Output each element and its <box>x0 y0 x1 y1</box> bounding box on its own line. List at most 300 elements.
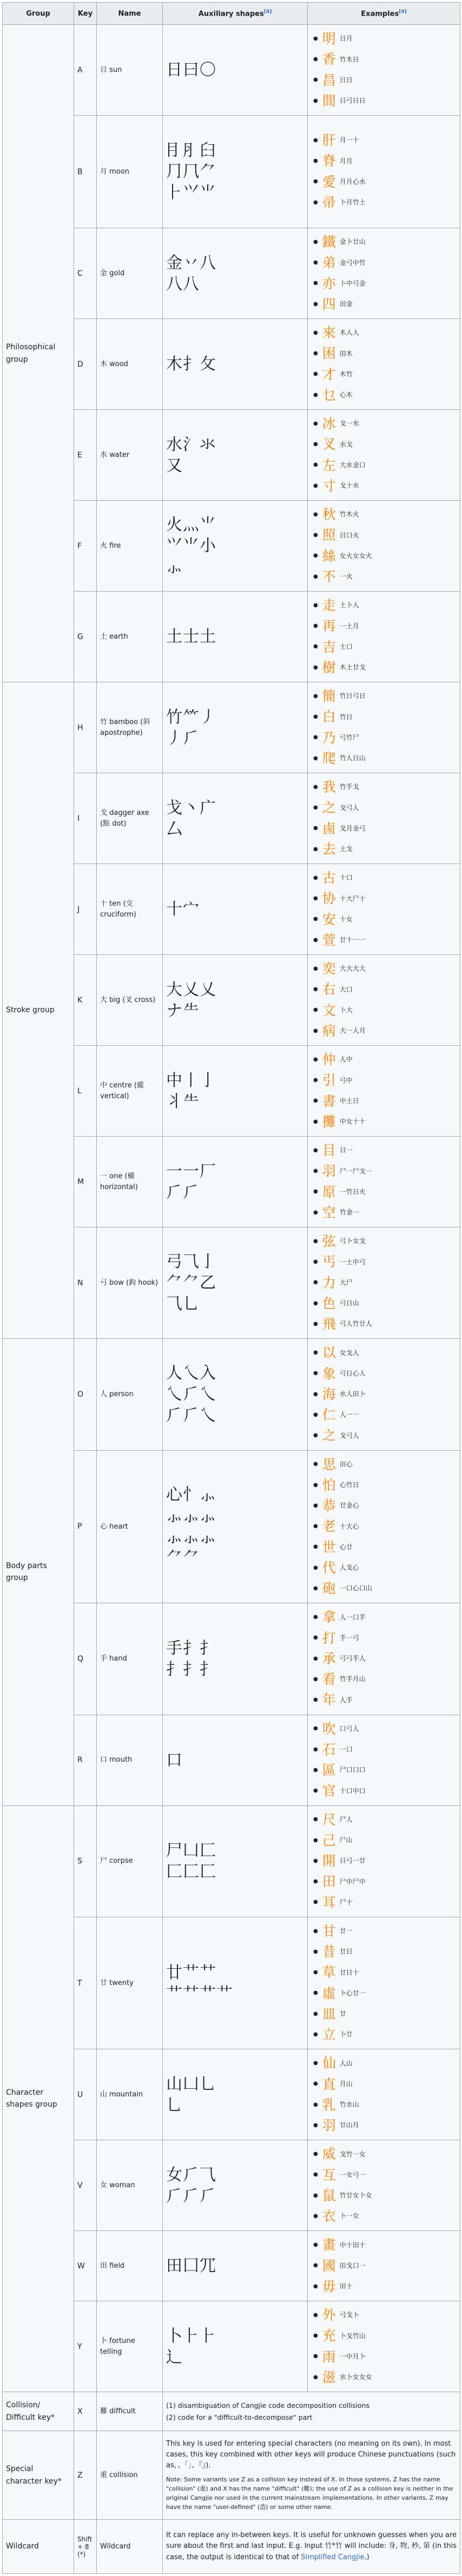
list-item <box>313 131 457 150</box>
shape-line: 山凵⺃ <box>166 2074 216 2094</box>
list-item <box>313 1385 457 1404</box>
table-row <box>3 1805 460 1917</box>
example-char[interactable]: 愛 <box>322 174 336 190</box>
example-char[interactable]: 田 <box>322 1874 336 1890</box>
name-cell: 木 wood <box>97 319 163 410</box>
example-code: 木土廿戈 <box>339 663 366 672</box>
bullet-icon: ● <box>313 1857 318 1864</box>
example-code: 心木 <box>339 391 353 399</box>
bullet-icon: ● <box>313 1676 318 1682</box>
example-char[interactable]: 絲 <box>322 548 336 564</box>
example-char[interactable]: 叉 <box>322 436 336 453</box>
bullet-icon: ● <box>313 1969 318 1976</box>
example-char[interactable]: 脊 <box>322 153 336 169</box>
name-cell: 廿 twenty <box>97 1917 163 2049</box>
table-row <box>3 682 460 773</box>
example-char[interactable]: 原 <box>322 1184 336 1200</box>
key-cell: U <box>74 2049 97 2140</box>
example-char[interactable]: 雨 <box>322 2348 336 2365</box>
example-char[interactable]: 承 <box>322 1650 336 1667</box>
group-cell: Wildcard <box>3 2520 74 2574</box>
bullet-icon: ● <box>313 391 318 398</box>
example-char[interactable]: 力 <box>322 1274 336 1291</box>
shape-line: ナ⺧ <box>166 1001 200 1020</box>
list-item <box>313 798 457 818</box>
example-char[interactable]: 去 <box>322 841 336 857</box>
example-char[interactable]: 外 <box>322 2307 336 2323</box>
examples-cell <box>308 592 460 682</box>
example-char[interactable]: 明 <box>322 31 336 47</box>
examples-cell <box>308 410 460 501</box>
example-char[interactable]: 草 <box>322 1964 336 1981</box>
name-header: Name <box>97 3 163 25</box>
example-code: 廿十一一 <box>339 936 366 944</box>
example-char[interactable]: 怕 <box>322 1477 336 1493</box>
key-cell: C <box>74 228 97 319</box>
bullet-icon: ● <box>313 2374 318 2380</box>
bullet-icon: ● <box>313 1461 318 1468</box>
example-char[interactable]: 拿 <box>322 1609 336 1625</box>
bullet-icon: ● <box>313 178 318 185</box>
example-char[interactable]: 肝 <box>322 132 336 148</box>
bullet-icon: ● <box>313 1948 318 1955</box>
example-char[interactable]: 乳 <box>322 2096 336 2113</box>
list-item <box>313 1203 457 1223</box>
example-char[interactable]: 乜 <box>322 387 336 403</box>
bullet-icon: ● <box>313 199 318 205</box>
name-cell: 金 gold <box>97 228 163 319</box>
list-item <box>313 50 457 69</box>
example-char[interactable]: 右 <box>322 981 336 998</box>
shape-line: 竹⺮丿 <box>166 707 216 727</box>
list-item <box>313 1922 457 1941</box>
example-char[interactable]: 皿 <box>322 2006 336 2022</box>
example-char[interactable]: 引 <box>322 1072 336 1088</box>
example-char[interactable]: 仁 <box>322 1407 336 1423</box>
examples-cell <box>308 116 460 228</box>
example-char[interactable]: 耳 <box>322 1894 336 1910</box>
example-char[interactable]: 弦 <box>322 1233 336 1249</box>
bullet-icon: ● <box>313 462 318 468</box>
bullet-icon: ● <box>313 2192 318 2199</box>
bullet-icon: ● <box>313 1391 318 1397</box>
example-char[interactable]: 亦 <box>322 275 336 291</box>
bullet-icon: ● <box>313 1168 318 1174</box>
example-code: 月月 <box>339 157 353 165</box>
example-code: 田心 <box>339 1460 353 1468</box>
bullet-icon: ● <box>313 35 318 42</box>
key-cell: W <box>74 2231 97 2301</box>
example-char[interactable]: 弟 <box>322 255 336 271</box>
shapes-cell <box>163 2231 308 2301</box>
list-item <box>313 1984 457 2003</box>
bullet-icon: ● <box>313 965 318 972</box>
example-char[interactable]: 再 <box>322 618 336 634</box>
name-cell: 十 ten (交 cruciform) <box>97 864 163 955</box>
shape-line: 十宀 <box>166 900 200 919</box>
list-item <box>313 638 457 657</box>
examples-cell <box>308 501 460 592</box>
shape-line: 水氵氺 <box>166 435 216 454</box>
table-row <box>3 1339 460 1450</box>
example-char[interactable]: 國 <box>322 2258 336 2274</box>
example-char[interactable]: 毋 <box>322 2278 336 2294</box>
example-code: 手一弓 <box>339 1634 359 1642</box>
example-char[interactable]: 簡 <box>322 688 336 704</box>
example-code: 田金 <box>339 300 353 308</box>
list-item <box>313 1426 457 1445</box>
bullet-icon: ● <box>313 937 318 943</box>
example-char[interactable]: 鹵 <box>322 820 336 836</box>
example-char[interactable]: 昔 <box>322 1944 336 1960</box>
list-item <box>313 1496 457 1516</box>
shape-line: 田囗⺴ <box>166 2256 216 2276</box>
list-item <box>313 1517 457 1536</box>
example-char[interactable]: 萱 <box>322 932 336 948</box>
examples-ref[interactable]: [4] <box>399 9 407 15</box>
list-item <box>313 1405 457 1425</box>
example-code: 弓中 <box>339 1076 353 1084</box>
example-char[interactable]: 鼠 <box>322 2187 336 2203</box>
list-item <box>313 2116 457 2135</box>
example-char[interactable]: 空 <box>322 1204 336 1220</box>
key-cell: K <box>74 955 97 1046</box>
bullet-icon: ● <box>313 532 318 539</box>
shape-line: ⺁⺁乀 <box>166 1406 216 1425</box>
example-code: 弓戈卜 <box>339 2311 359 2319</box>
shape-line: 手扌⺘ <box>166 1638 216 1658</box>
bullet-icon: ● <box>313 784 318 790</box>
name-cell: 月 moon <box>97 116 163 228</box>
list-item <box>313 1579 457 1598</box>
example-code: 口弓人 <box>339 1724 359 1732</box>
example-char[interactable]: 石 <box>322 1741 336 1757</box>
list-item <box>313 1294 457 1313</box>
shape-line: ⺈⺈乙 <box>166 1273 216 1293</box>
list-item <box>313 414 457 434</box>
example-char[interactable]: 衣 <box>322 2208 336 2224</box>
group-cell: Collision/ Difficult key* <box>3 2392 74 2431</box>
list-item <box>313 1781 457 1801</box>
bullet-icon: ● <box>313 1767 318 1773</box>
example-code: 十口中口 <box>339 1787 366 1795</box>
example-code: 一竹日火 <box>339 1187 366 1196</box>
bullet-icon: ● <box>313 1027 318 1034</box>
special-note: Note: Some variants use Z as a collision key instead of X. In those systems, Z has the name "collision" (重) and X has the name "difficult" (難); the use of Z as a collision key is neither in the original Cangjie nor used in the current mainstream implementations. In other variants, Z may have the name "user-defined" (造) or some other name. <box>166 2475 453 2511</box>
example-char[interactable]: 安 <box>322 911 336 927</box>
bullet-icon: ● <box>313 2081 318 2087</box>
shape-line: ⺝⺼⺽ <box>166 141 216 160</box>
example-char[interactable]: 滋 <box>322 2369 336 2385</box>
example-code: 弓日山 <box>339 1299 359 1307</box>
example-char[interactable]: 世 <box>322 1539 336 1555</box>
example-char[interactable]: 帚 <box>322 194 336 210</box>
list-item <box>313 889 457 908</box>
example-char[interactable]: 代 <box>322 1559 336 1576</box>
collision-line: (1) disambiguation of Cangjie code decomposition collisions <box>166 2401 370 2410</box>
list-item <box>313 295 457 314</box>
example-char[interactable]: 樹 <box>322 659 336 675</box>
shapes-ref[interactable]: [4] <box>263 9 272 15</box>
example-char[interactable]: 昌 <box>322 72 336 88</box>
bullet-icon: ● <box>313 1411 318 1418</box>
bullet-icon: ● <box>313 2060 318 2067</box>
bullet-icon: ● <box>313 1816 318 1823</box>
example-code: 廿日 <box>339 1948 353 1956</box>
list-item <box>313 323 457 343</box>
example-char[interactable]: 區 <box>322 1762 336 1778</box>
examples-cell <box>308 2231 460 2301</box>
example-code: 一口心口山 <box>339 1584 372 1592</box>
example-char[interactable]: 左 <box>322 457 336 473</box>
list-item <box>313 959 457 979</box>
shapes-cell <box>163 592 308 682</box>
list-item <box>313 1872 457 1891</box>
example-char[interactable]: 虛 <box>322 1985 336 2001</box>
group-cell: Special character key* <box>3 2431 74 2520</box>
example-code: 月一十 <box>339 136 359 144</box>
shape-line: ⺾⺿⺾⺾ <box>166 1984 233 2003</box>
example-code: 日一 <box>339 1146 353 1154</box>
examples-cell <box>308 1917 460 2049</box>
example-char[interactable]: 間 <box>322 92 336 109</box>
table-row <box>3 2520 460 2574</box>
example-code: 中土日 <box>339 1097 359 1105</box>
list-item <box>313 1161 457 1181</box>
list-item <box>313 172 457 192</box>
example-char[interactable]: 開 <box>322 1853 336 1869</box>
example-char[interactable]: 走 <box>322 597 336 613</box>
example-char[interactable]: 象 <box>322 1365 336 1382</box>
group-cell: Body parts group <box>3 1339 74 1805</box>
example-code: 一中月卜 <box>339 2352 366 2360</box>
example-char[interactable]: 己 <box>322 1832 336 1848</box>
list-item <box>313 868 457 888</box>
example-code: 弓弓手人 <box>339 1655 366 1663</box>
list-item <box>313 1670 457 1689</box>
example-code: 竹手月山 <box>339 1675 366 1683</box>
shape-line: 金丷八 <box>166 253 216 273</box>
example-char[interactable]: 看 <box>322 1671 336 1687</box>
key-cell: L <box>74 1046 97 1137</box>
examples-cell <box>308 1805 460 1917</box>
shape-line: ⺄乚 <box>166 1294 200 1314</box>
key-cell: Y <box>74 2301 97 2392</box>
example-code: 戈一水 <box>339 420 359 428</box>
bullet-icon: ● <box>313 916 318 922</box>
example-char[interactable]: 尺 <box>322 1811 336 1828</box>
example-char[interactable]: 秋 <box>322 507 336 522</box>
example-char[interactable]: 古 <box>322 870 336 886</box>
shapes-cell <box>163 1805 308 1917</box>
example-char[interactable]: 白 <box>322 709 336 725</box>
example-code: 人一一 <box>339 1411 359 1419</box>
list-item <box>313 1629 457 1648</box>
example-code: 卜戈竹山 <box>339 2332 366 2340</box>
list-item <box>313 91 457 111</box>
example-char[interactable]: 之 <box>322 800 336 816</box>
list-item <box>313 749 457 768</box>
example-char[interactable]: 照 <box>322 527 336 543</box>
example-char[interactable]: 奕 <box>322 961 336 977</box>
example-code: 卜廿 <box>339 2030 353 2039</box>
example-char[interactable]: 打 <box>322 1630 336 1646</box>
bullet-icon: ● <box>313 329 318 336</box>
shape-line: ⺗ <box>166 557 183 576</box>
bullet-icon: ● <box>313 97 318 104</box>
bullet-icon: ● <box>313 77 318 83</box>
example-code: 尸一尸戈一 <box>339 1167 372 1175</box>
example-char[interactable]: 文 <box>322 1002 336 1018</box>
example-char[interactable]: 羽 <box>322 2117 336 2133</box>
example-char[interactable]: 來 <box>322 325 336 341</box>
bullet-icon: ● <box>313 2122 318 2128</box>
example-char[interactable]: 互 <box>322 2167 336 2183</box>
example-char[interactable]: 威 <box>322 2146 336 2162</box>
bullet-icon: ● <box>313 693 318 699</box>
name-cell: 女 woman <box>97 2140 163 2231</box>
example-char[interactable]: 恭 <box>322 1498 336 1513</box>
example-char[interactable]: 吉 <box>322 639 336 655</box>
bullet-icon: ● <box>313 1523 318 1530</box>
bullet-icon: ● <box>313 1279 318 1286</box>
shapes-cell <box>163 773 308 864</box>
bullet-icon: ● <box>313 755 318 761</box>
example-char[interactable]: 年 <box>322 1692 336 1708</box>
example-char[interactable]: 飛 <box>322 1316 336 1332</box>
example-char[interactable]: 以 <box>322 1345 336 1361</box>
group-cell: Philosophical group <box>3 25 74 682</box>
shape-line: ⺍⺌小 <box>166 536 216 555</box>
example-code: 竹人日山 <box>339 754 366 762</box>
example-char[interactable]: 丐 <box>322 1254 336 1270</box>
example-char[interactable]: 吹 <box>322 1721 336 1737</box>
shapes-cell <box>163 1137 308 1227</box>
example-char[interactable]: 砲 <box>322 1581 336 1596</box>
shapes-cell <box>163 864 308 955</box>
shape-line: 日⽈〇 <box>166 61 216 79</box>
shape-line: ⻌ <box>166 2347 183 2367</box>
example-char[interactable]: 立 <box>322 2027 336 2042</box>
examples-header: Examples[4] <box>308 3 460 25</box>
example-char[interactable]: 官 <box>322 1783 336 1799</box>
example-char[interactable]: 我 <box>322 779 336 795</box>
example-code: 尸口口口 <box>339 1766 366 1774</box>
example-char[interactable]: 海 <box>322 1386 336 1402</box>
examples-cell <box>308 1137 460 1227</box>
key-cell: P <box>74 1450 97 1603</box>
example-code: 大尸 <box>339 1278 353 1286</box>
bullet-icon: ● <box>313 1928 318 1934</box>
example-code: 卜月竹土 <box>339 198 366 207</box>
shape-line: 大乂乂 <box>166 980 216 999</box>
example-char[interactable]: 攤 <box>322 1113 336 1130</box>
list-item <box>313 687 457 706</box>
example-code: 竹廿女卜女 <box>339 2192 372 2200</box>
key-cell: N <box>74 1227 97 1339</box>
shape-line: 女⺁⺄ <box>166 2165 216 2185</box>
bullet-icon: ● <box>313 2312 318 2318</box>
bullet-icon: ● <box>313 895 318 902</box>
bullet-icon: ● <box>313 1635 318 1641</box>
shapes-cell <box>163 682 308 773</box>
bullet-icon: ● <box>313 1746 318 1752</box>
key-cell: B <box>74 116 97 228</box>
shapes-cell <box>163 2049 308 2140</box>
example-char[interactable]: 畫 <box>322 2237 336 2253</box>
example-char[interactable]: 协 <box>322 891 336 907</box>
example-code: 一女弓一 <box>339 2170 366 2179</box>
example-char[interactable]: 色 <box>322 1295 336 1311</box>
example-char[interactable]: 思 <box>322 1456 336 1472</box>
list-item <box>313 707 457 727</box>
example-char[interactable]: 充 <box>322 2328 336 2344</box>
example-char[interactable]: 不 <box>322 568 336 585</box>
key-cell: T <box>74 1917 97 2049</box>
bullet-icon: ● <box>313 1209 318 1216</box>
key-cell: E <box>74 410 97 501</box>
example-char[interactable]: 爬 <box>322 750 336 766</box>
example-char[interactable]: 之 <box>322 1428 336 1444</box>
key-cell: M <box>74 1137 97 1227</box>
bullet-icon: ● <box>313 137 318 143</box>
example-code: 廿一 <box>339 1927 353 1935</box>
example-char[interactable]: 仲 <box>322 1052 336 1067</box>
example-char[interactable]: 四 <box>322 296 336 312</box>
list-item <box>313 1050 457 1070</box>
shape-line: ⺁⺁⺁ <box>166 2186 216 2206</box>
example-char[interactable]: 仙 <box>322 2055 336 2072</box>
shapes-cell <box>163 501 308 592</box>
name-cell: 田 field <box>97 2231 163 2301</box>
example-char[interactable]: 寸 <box>322 477 336 494</box>
bullet-icon: ● <box>313 1564 318 1571</box>
list-item <box>313 2054 457 2073</box>
shape-line: ⺗⺗⺗ <box>166 1506 216 1526</box>
example-char[interactable]: 羽 <box>322 1163 336 1179</box>
bullet-icon: ● <box>313 734 318 741</box>
example-char[interactable]: 香 <box>322 51 336 68</box>
example-char[interactable]: 才 <box>322 366 336 382</box>
example-char[interactable]: 鐵 <box>322 234 336 250</box>
list-item <box>313 1183 457 1202</box>
simplified-cangjie-link[interactable]: Simplified Cangjie <box>301 2553 365 2561</box>
example-char[interactable]: 病 <box>322 1023 336 1039</box>
header-row <box>3 3 460 25</box>
example-char[interactable]: 目 <box>322 1143 336 1158</box>
example-char[interactable]: 直 <box>322 2076 336 2092</box>
wildcard-end: .) <box>364 2553 369 2561</box>
example-char[interactable]: 乃 <box>322 729 336 746</box>
shape-line: 口 <box>166 1750 183 1770</box>
example-code: 日日 <box>339 76 353 84</box>
list-item <box>313 910 457 930</box>
example-char[interactable]: 老 <box>322 1518 336 1535</box>
shapes-header: Auxiliary shapes[4] <box>163 3 308 25</box>
example-code: 木竹 <box>339 370 353 378</box>
example-code: 戈弓人 <box>339 804 359 812</box>
bullet-icon: ● <box>313 1697 318 1703</box>
shapes-cell <box>163 319 308 410</box>
name-cell: 重 collision <box>97 2431 163 2520</box>
example-char[interactable]: 甘 <box>322 1923 336 1939</box>
example-char[interactable]: 困 <box>322 346 336 362</box>
example-char[interactable]: 書 <box>322 1093 336 1109</box>
shape-line: 火灬⺌ <box>166 515 216 534</box>
bullet-icon: ● <box>313 714 318 720</box>
example-char[interactable]: 冰 <box>322 416 336 431</box>
name-cell: 竹 bamboo (斜 apostrophe) <box>97 682 163 773</box>
